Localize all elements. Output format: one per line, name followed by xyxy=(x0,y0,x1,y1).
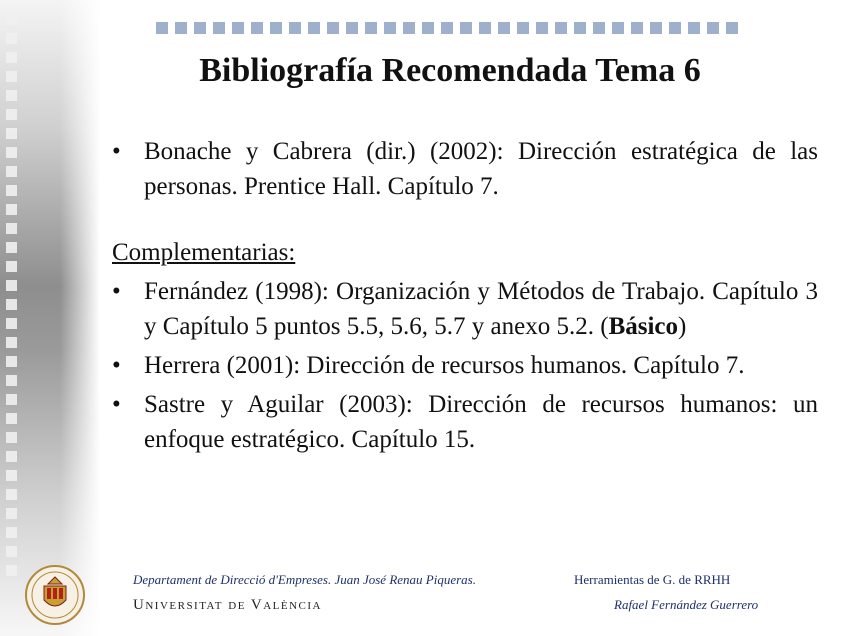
section-heading-complementarias: Complementarias: xyxy=(112,239,296,266)
list-item xyxy=(112,348,818,383)
bullet: • xyxy=(112,352,121,379)
emphasis-basico: Básico xyxy=(608,313,679,340)
list-item-text: Sastre y Aguilar (2003): Dirección de recursos humanos: un enfoque estratégico. Capítulo 15. xyxy=(144,391,818,453)
university-seal-icon xyxy=(24,564,86,626)
slide-content xyxy=(112,134,818,457)
bullet: • xyxy=(112,278,121,305)
list-item-text: Fernández (1998): Organización y Métodos de Trabajo. Capítulo 3 y Capítulo 5 puntos 5.5, 5.6, 5.7 y anexo 5.2. (Básico) xyxy=(144,278,818,340)
main-reference-item xyxy=(112,134,818,204)
bullet: • xyxy=(112,138,121,165)
top-square-row xyxy=(156,22,738,34)
footer-university: Universitat de València xyxy=(133,597,322,613)
list-item-text: Herrera (2001): Dirección de recursos humanos. Capítulo 7. xyxy=(144,352,745,379)
footer-department: Departament de Direcció d'Empreses. Juan José Renau Piqueras. xyxy=(133,572,476,587)
bullet: • xyxy=(112,391,121,418)
footer-author: Rafael Fernández Guerrero xyxy=(614,597,759,612)
list-item xyxy=(112,387,818,457)
footer-course-title: Herramientas de G. de RRHH xyxy=(574,572,731,587)
list-item xyxy=(112,274,818,344)
slide-title: Bibliografía Recomendada Tema 6 xyxy=(199,52,701,89)
left-square-column xyxy=(6,14,18,584)
main-reference-text: Bonache y Cabrera (dir.) (2002): Dirección estratégica de las personas. Prentice Hall. Capítulo 7. xyxy=(144,138,818,200)
